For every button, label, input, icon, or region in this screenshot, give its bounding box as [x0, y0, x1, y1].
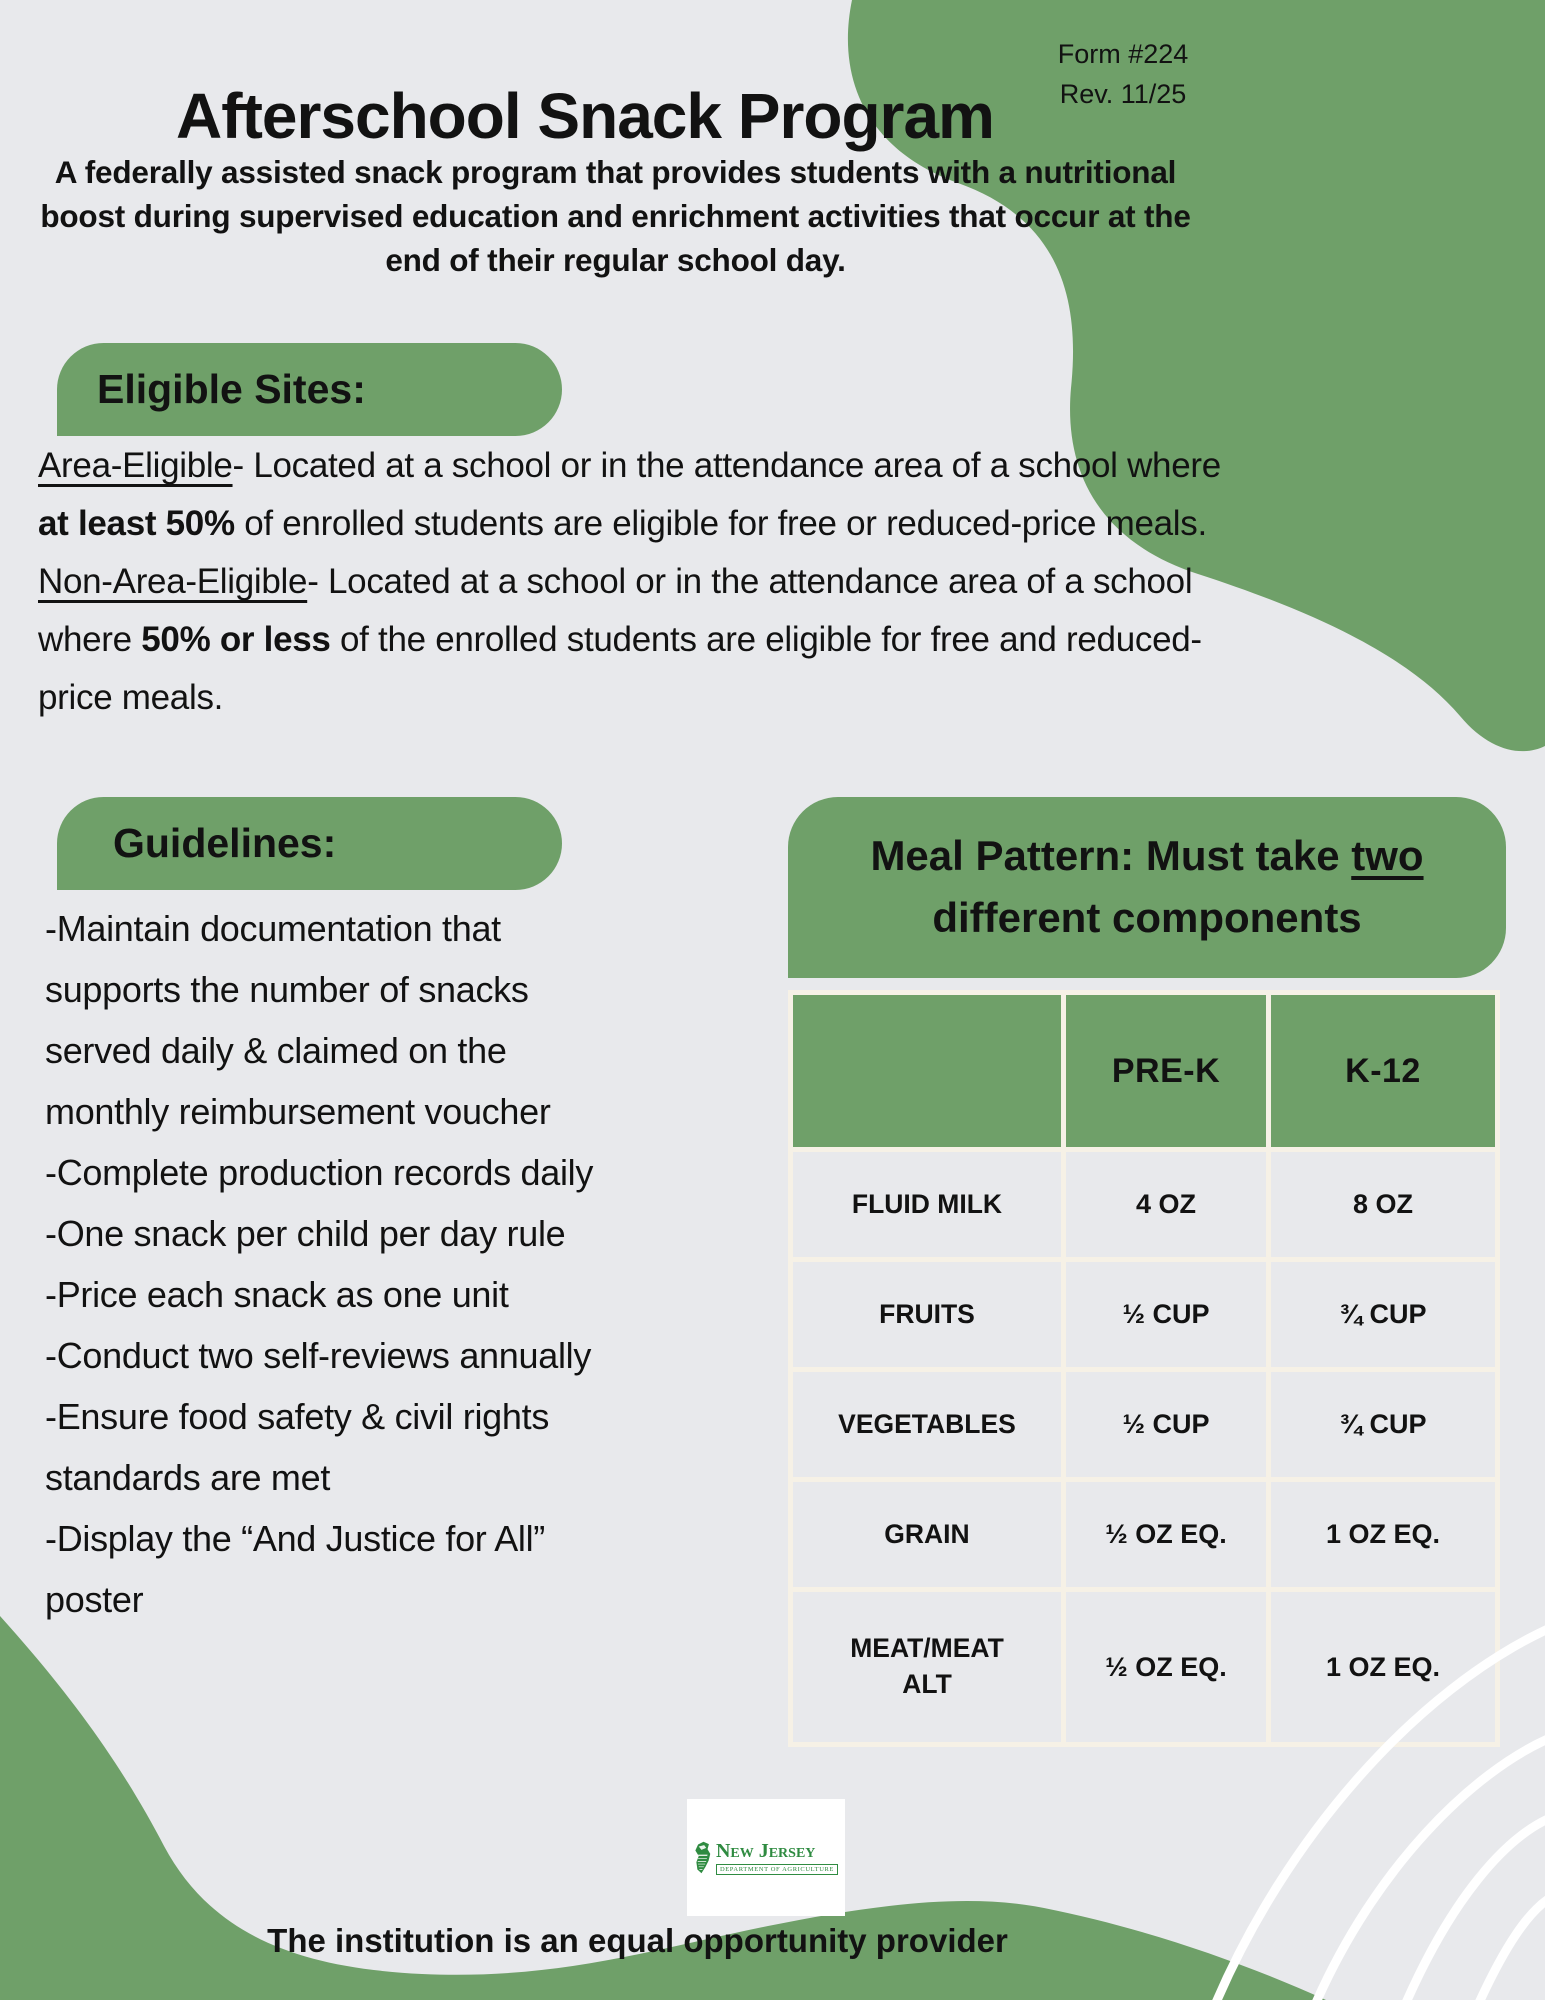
eligible-sites-heading-label: Eligible Sites:	[97, 366, 366, 412]
guideline-item: -Display the “And Justice for All” poster	[45, 1518, 545, 1620]
eligible-sites-definitions	[38, 437, 1223, 727]
meal-pattern-table	[788, 990, 1500, 1747]
footer-statement: The institution is an equal opportunity provider	[267, 1922, 1008, 1959]
table-header-k12: K-12	[1271, 995, 1495, 1147]
table-row-component: FRUITS	[793, 1262, 1061, 1367]
definition-tail: of the enrolled students are eligible for free and reduced-price meals.	[38, 620, 1202, 717]
logo-org-name: New Jersey	[715, 1840, 816, 1862]
meal-pattern-heading-after: different components	[932, 894, 1362, 941]
definition-term: Non-Area-Eligible	[38, 562, 308, 601]
eligible-sites-heading	[57, 343, 562, 436]
guidelines-list	[45, 898, 623, 1630]
meal-pattern-heading-underlined: two	[1351, 832, 1424, 879]
table-row-component: GRAIN	[793, 1482, 1061, 1587]
guideline-item: -Price each snack as one unit	[45, 1274, 509, 1315]
guideline-item: -Conduct two self-reviews annually	[45, 1335, 592, 1376]
table-row-component: MEAT/MEAT ALT	[793, 1592, 1061, 1742]
logo-department-name: DEPARTMENT OF AGRICULTURE	[716, 1864, 838, 1875]
definition-term: Area-Eligible	[38, 446, 233, 485]
definition-separator: -	[307, 562, 328, 601]
table-row-k12-value: ¾ CUP	[1271, 1372, 1495, 1477]
definition-separator: -	[232, 446, 254, 485]
definition-emphasis: at least 50%	[38, 504, 235, 543]
guidelines-heading	[57, 797, 562, 890]
form-number: Form #224	[1057, 39, 1189, 69]
guidelines-heading-label: Guidelines:	[113, 820, 337, 866]
definition-area-eligible	[38, 437, 1223, 553]
table-row-k12-value: 1 OZ EQ.	[1271, 1482, 1495, 1587]
table-row-component: VEGETABLES	[793, 1372, 1061, 1477]
table-row-prek-value: 4 OZ	[1066, 1152, 1266, 1257]
definition-tail: of enrolled students are eligible for free or reduced-price meals.	[234, 504, 1207, 543]
intro-paragraph: A federally assisted snack program that provides students with a nutritional boost during supervised education and enrichment activities that occur at the end of their regular school day.	[40, 153, 1191, 278]
definition-lead: Located at a school or in the attendance area of a school where	[38, 562, 1193, 659]
table-row-prek-value: ½ CUP	[1066, 1262, 1266, 1367]
page-title: Afterschool Snack Program	[176, 79, 994, 152]
table-row-k12-value: ¾ CUP	[1271, 1262, 1495, 1367]
table-row-prek-value: ½ CUP	[1066, 1372, 1266, 1477]
meal-pattern-heading-before: Meal Pattern: Must take	[870, 832, 1352, 879]
logo-text	[716, 1840, 838, 1875]
table-header-empty	[793, 995, 1061, 1147]
definition-non-area-eligible	[38, 553, 1223, 727]
guideline-item: -Maintain documentation that supports the number of snacks served daily & claimed on the monthly reimbursement voucher	[45, 908, 551, 1132]
guideline-item: -Complete production records daily	[45, 1152, 594, 1193]
table-row-prek-value: ½ OZ EQ.	[1066, 1482, 1266, 1587]
table-row-component: FLUID MILK	[793, 1152, 1061, 1257]
table-row-k12-value: 8 OZ	[1271, 1152, 1495, 1257]
form-info	[1038, 34, 1208, 114]
definition-lead: Located at a school or in the attendance area of a school where	[253, 446, 1221, 485]
nj-department-of-agriculture-logo	[687, 1799, 845, 1916]
guideline-item: -Ensure food safety & civil rights standards are met	[45, 1396, 550, 1498]
nj-state-icon	[694, 1808, 711, 1908]
guideline-item: -One snack per child per day rule	[45, 1213, 566, 1254]
table-row-k12-value: 1 OZ EQ.	[1271, 1592, 1495, 1742]
table-row-prek-value: ½ OZ EQ.	[1066, 1592, 1266, 1742]
form-revision: Rev. 11/25	[1059, 79, 1187, 109]
meal-pattern-heading	[788, 797, 1506, 978]
definition-emphasis: 50% or less	[141, 620, 331, 659]
table-header-prek: PRE-K	[1066, 995, 1266, 1147]
